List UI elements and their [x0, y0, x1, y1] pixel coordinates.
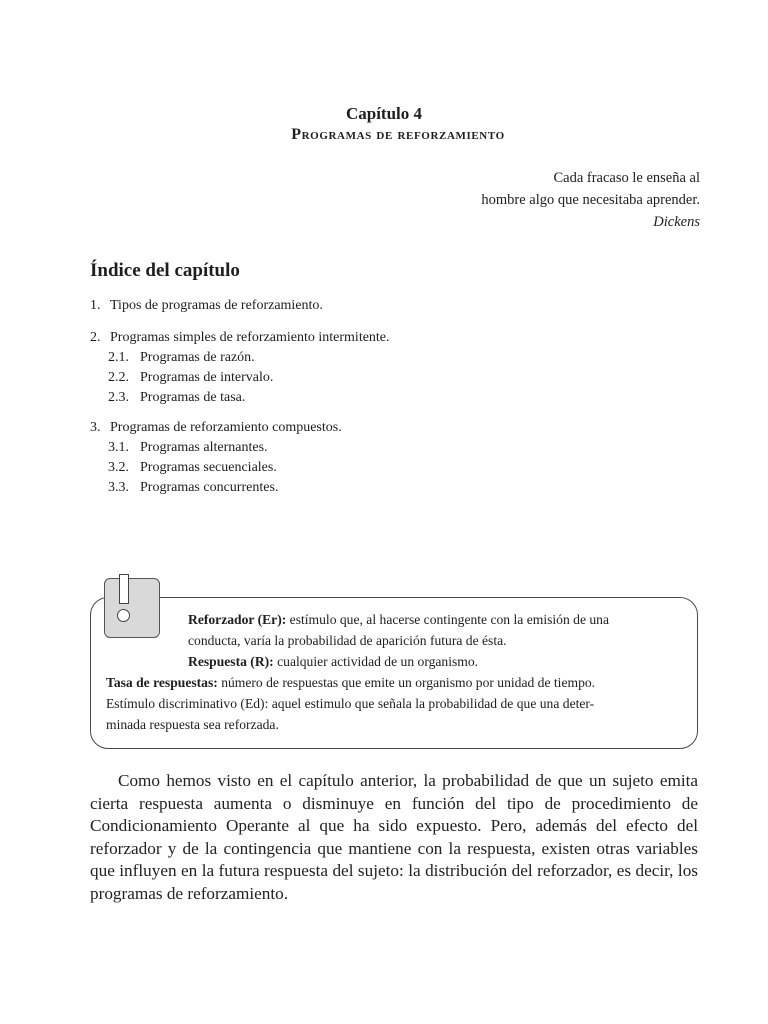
definition-text: estímulo que, al hacerse contingente con la emisión de una [286, 612, 610, 627]
exclamation-icon [104, 578, 160, 638]
toc-item [90, 328, 390, 348]
exclamation-dot [117, 609, 130, 622]
toc-label: Programas de razón. [140, 350, 255, 365]
term-reforzador: Reforzador (Er): [188, 612, 287, 627]
definition-reforzador [188, 609, 609, 630]
toc-item [90, 296, 390, 316]
term-respuesta: Respuesta (R): [188, 654, 274, 669]
toc-label: Programas de tasa. [140, 390, 246, 405]
toc-number: 1. [90, 298, 101, 313]
toc-subitem [90, 438, 390, 458]
toc-label: Programas de reforzamiento compuestos. [110, 420, 342, 435]
toc-subitem [90, 478, 390, 498]
definition-text: cualquier actividad de un organismo. [273, 654, 479, 669]
toc-number: 3.1. [108, 440, 129, 455]
toc-number: 2.2. [108, 370, 129, 385]
toc-number: 3.2. [108, 460, 129, 475]
table-of-contents [90, 296, 390, 498]
epigraph-line: Cada fracaso le enseña al [553, 170, 700, 186]
toc-label: Programas de intervalo. [140, 370, 274, 385]
toc-label: Programas alternantes. [140, 440, 268, 455]
toc-label: Programas simples de reforzamiento intermitente. [110, 330, 390, 345]
definition-reforzador-continued: conducta, varía la probabilidad de aparición futura de ésta. [188, 633, 507, 648]
chapter-number: Capítulo 4 [345, 104, 423, 123]
toc-label: Tipos de programas de reforzamiento. [110, 298, 323, 313]
exclamation-bar [119, 574, 129, 604]
epigraph [300, 167, 700, 233]
toc-number: 2. [90, 330, 101, 345]
definition-text: número de respuestas que emite un organismo por unidad de tiempo. [217, 675, 596, 690]
toc-label: Programas secuenciales. [140, 460, 277, 475]
toc-subitem [90, 388, 390, 408]
definition-estimulo-continued: minada respuesta sea reforzada. [106, 717, 279, 732]
toc-number: 2.3. [108, 390, 129, 405]
toc-subitem [90, 458, 390, 478]
definition-respuesta [188, 651, 478, 672]
toc-number: 2.1. [108, 350, 129, 365]
toc-subitem [90, 368, 390, 388]
toc-subitem [90, 348, 390, 368]
epigraph-line: hombre algo que necesitaba aprender. [481, 192, 700, 208]
term-tasa: Tasa de respuestas: [106, 675, 218, 690]
chapter-title: Programas de reforzamiento [291, 126, 505, 143]
index-heading: Índice del capítulo [90, 260, 240, 281]
toc-number: 3. [90, 420, 101, 435]
toc-label: Programas concurrentes. [140, 480, 279, 495]
toc-item [90, 418, 390, 438]
definition-estimulo: Estímulo discriminativo (Ed): aquel estimulo que señala la probabilidad de que una deter- [106, 696, 595, 711]
body-paragraph: Como hemos visto en el capítulo anterior, la probabilidad de que un sujeto emita cierta respuesta aumenta o disminuye en función del tipo de procedimiento de Condicionamiento Operante al que ha sido expuesto. Pero, además del efecto del reforzador y de la contingencia que mantiene con la respuesta, existen otras variables que influyen en la futura respuesta del sujeto: la distribución del reforzador, es decir, los programas de reforzamiento. [90, 771, 698, 903]
toc-number: 3.3. [108, 480, 129, 495]
epigraph-author: Dickens [653, 214, 700, 230]
definition-tasa [106, 672, 595, 693]
